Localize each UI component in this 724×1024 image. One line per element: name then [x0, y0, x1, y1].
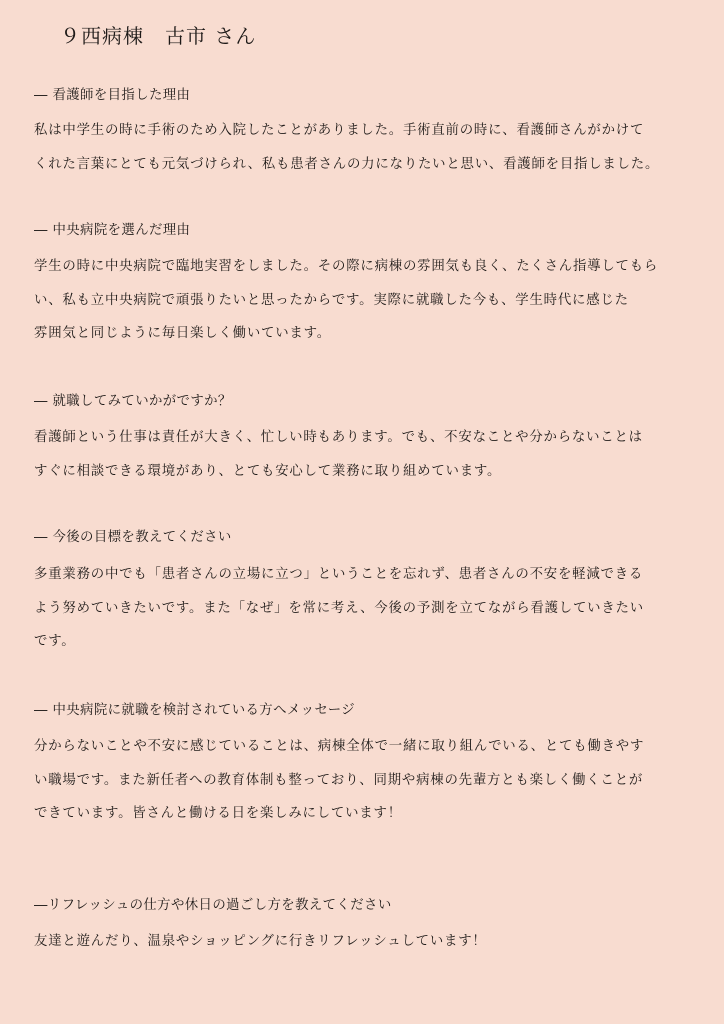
section-body-message: [34, 730, 694, 831]
section-body-reason-hospital: [34, 250, 694, 351]
section-heading-reason-hospital: ― 中央病院を選んだ理由: [34, 223, 191, 238]
paragraph-line: できています。皆さんと働ける日を楽しみにしています！: [34, 806, 402, 821]
section-body-goals: [34, 558, 694, 659]
section-heading-goals: ― 今後の目標を教えてください: [34, 530, 232, 545]
section-heading-refresh: ―リフレッシュの仕方や休日の過ごし方を教えてください: [34, 898, 392, 913]
section-body-reason-nurse: [34, 114, 694, 181]
paragraph-line: 学生の時に中央病院で臨地実習をしました。その際に病棟の雰囲気も良く、たくさん指導してもら: [34, 259, 659, 274]
paragraph-line: 友達と遊んだり、温泉やショッピングに行きリフレッシュしています！: [34, 934, 487, 949]
section-heading-message: ― 中央病院に就職を検討されている方へメッセージ: [34, 703, 356, 718]
paragraph-line: すぐに相談できる環境があり、とても安心して業務に取り組めています。: [34, 463, 502, 479]
paragraph-line: よう努めていきたいです。また「なぜ」を常に考え、今後の予測を立てながら看護していきたい: [34, 600, 644, 616]
paragraph-line: 雰囲気と同じように毎日楽しく働いています。: [34, 326, 331, 341]
paragraph-line: 多重業務の中でも「患者さんの立場に立つ」ということを忘れず、患者さんの不安を軽減できる: [34, 567, 644, 582]
paragraph-line: 分からないことや不安に感じていることは、病棟全体で一緒に取り組んでいる、とても働きやす: [34, 739, 645, 754]
paragraph-line: です。: [34, 634, 76, 649]
section-heading-impressions: ― 就職してみていかがですか？: [34, 394, 232, 409]
paragraph-line: い、私も立中央病院で頑張りたいと思ったからです。実際に就職した今も、学生時代に感じた: [34, 292, 629, 308]
paragraph-line: 私は中学生の時に手術のため入院したことがありました。手術直前の時に、看護師さんがかけて: [34, 123, 645, 138]
section-body-impressions: [34, 421, 694, 488]
page-title: ９西病棟 古市 さん: [60, 24, 257, 48]
section-body-refresh: [34, 925, 694, 959]
section-heading-reason-nurse: ― 看護師を目指した理由: [34, 88, 191, 103]
paragraph-line: い職場です。また新任者への教育体制も整っており、同期や病棟の先輩方とも楽しく働くことが: [34, 772, 644, 788]
paragraph-line: くれた言葉にとても元気づけられ、私も患者さんの力になりたいと思い、看護師を目指しました。: [34, 156, 660, 172]
paragraph-line: 看護師という仕事は責任が大きく、忙しい時もあります。でも、不安なことや分からないことは: [34, 430, 643, 445]
